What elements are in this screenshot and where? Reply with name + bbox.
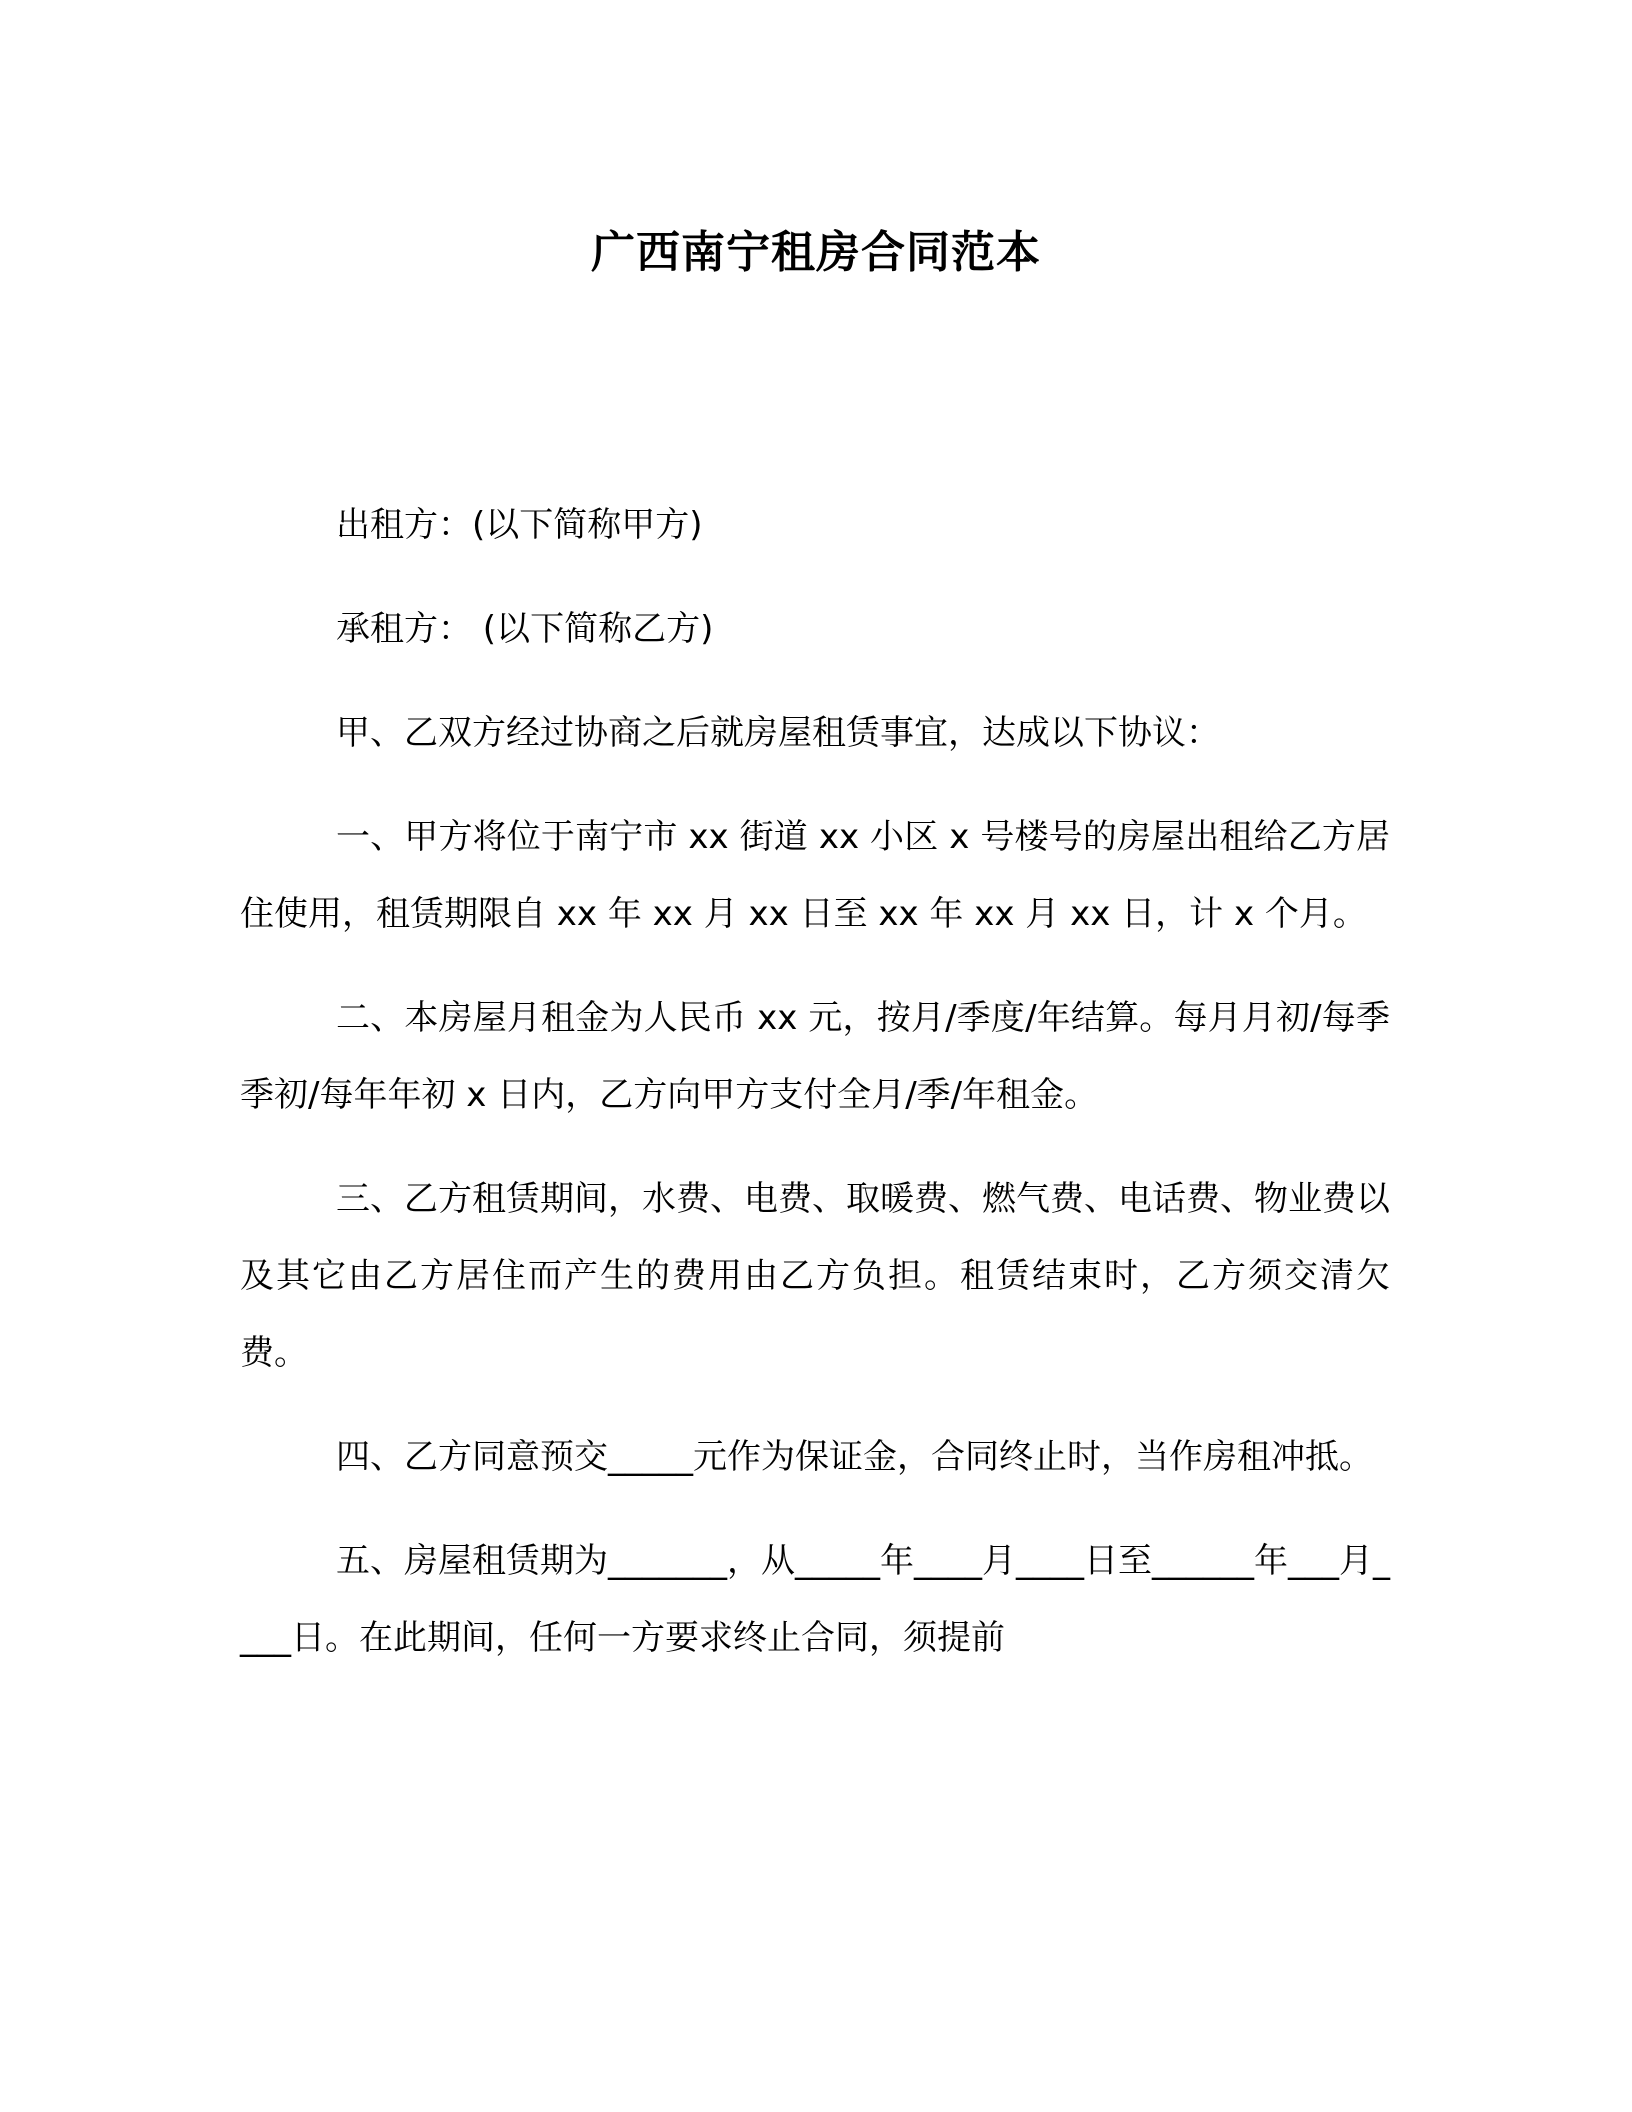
paragraph-clause-5: 五、房屋租赁期为_______，从_____年____月____日至______年___月____日。在此期间，任何一方要求终止合同，须提前 bbox=[240, 1541, 1390, 1658]
paragraph-clause-4: 四、乙方同意预交_____元作为保证金，合同终止时，当作房租冲抵。 bbox=[336, 1437, 1373, 1477]
paragraph-lessor: 出租方：(以下简称甲方) bbox=[336, 505, 703, 545]
paragraph-lessee: 承租方： (以下简称乙方) bbox=[336, 609, 714, 649]
paragraph-clause-2: 二、本房屋月租金为人民币 xx 元，按月/季度/年结算。每月月初/每季季初/每年年初 x 日内，乙方向甲方支付全月/季/年租金。 bbox=[240, 998, 1390, 1115]
document-body bbox=[240, 487, 1390, 1704]
paragraph-agreement-intro: 甲、乙双方经过协商之后就房屋租赁事宜，达成以下协议： bbox=[336, 713, 1220, 753]
document-title: 广西南宁租房合同范本 bbox=[591, 227, 1041, 278]
paragraph-clause-1: 一、甲方将位于南宁市 xx 街道 xx 小区 x 号楼号的房屋出租给乙方居住使用，租赁期限自 xx 年 xx 月 xx 日至 xx 年 xx 月 xx 日，计 x 个月。 bbox=[240, 817, 1390, 934]
paragraph-clause-3: 三、乙方租赁期间，水费、电费、取暖费、燃气费、电话费、物业费以及其它由乙方居住而产生的费用由乙方负担。租赁结束时，乙方须交清欠费。 bbox=[240, 1179, 1390, 1373]
